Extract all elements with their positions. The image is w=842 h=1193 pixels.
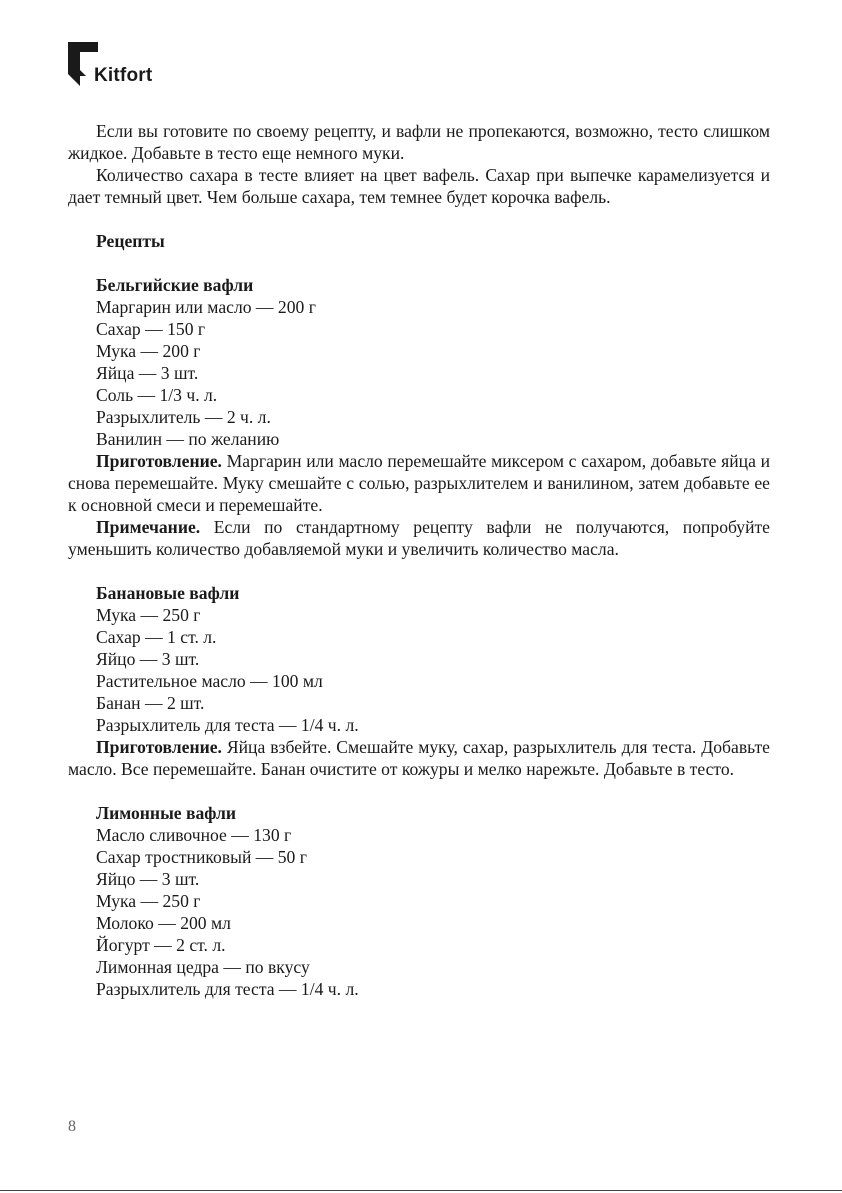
ingredient-item: Банан — 2 шт. [96,693,205,713]
ingredient-item: Разрыхлитель — 2 ч. л. [96,407,271,427]
ingredient-item: Мука — 200 г [96,341,201,361]
ingredient-item: Лимонная цедра — по вкусу [96,957,310,977]
ingredient-item: Сахар — 1 ст. л. [96,627,217,647]
recipe-belgian-waffles [68,274,770,560]
ingredient-item: Сахар тростниковый — 50 г [96,847,307,867]
ingredient-item: Яйцо — 3 шт. [96,869,200,889]
intro-paragraph-2: Количество сахара в тесте влияет на цвет вафель. Сахар при выпечке карамелизуется и дает темный цвет. Чем больше сахара, тем темнее будет корочка вафель. [68,165,770,207]
page-content [68,120,770,1000]
preparation-label: Приготовление. [96,737,222,757]
ingredient-item: Яйцо — 3 шт. [96,649,200,669]
preparation-paragraph [68,450,770,516]
preparation-paragraph [68,736,770,780]
intro-paragraph-1: Если вы готовите по своему рецепту, и вафли не пропекаются, возможно, тесто слишком жидкое. Добавьте в тесто еще немного муки. [68,121,770,163]
recipe-lemon-waffles [68,802,770,1000]
brand-logo [66,42,176,92]
preparation-text: Яйца взбейте. Смешайте муку, сахар, разрыхлитель для теста. Добавьте масло. Все перемешайте. Банан очистите от кожуры и мелко нарежьте. Добавьте в тесто. [68,737,770,779]
ingredient-item: Маргарин или масло — 200 г [96,297,316,317]
note-text: Если по стандартному рецепту вафли не получаются, попробуйте уменьшить количество добавляемой муки и увеличить количество масла. [68,517,770,559]
ingredient-item: Масло сливочное — 130 г [96,825,292,845]
preparation-label: Приготовление. [96,451,222,471]
note-paragraph [68,516,770,560]
ingredient-item: Молоко — 200 мл [96,913,231,933]
ingredient-item: Растительное масло — 100 мл [96,671,323,691]
preparation-text: Маргарин или масло перемешайте миксером с сахаром, добавьте яйца и снова перемешайте. Муку смешайте с солью, разрыхлителем и ванилином, затем добавьте ее к основной смеси и перемешайте. [68,451,770,515]
ingredient-item: Разрыхлитель для теста — 1/4 ч. л. [96,979,359,999]
ingredient-item: Разрыхлитель для теста — 1/4 ч. л. [96,715,359,735]
recipe-title: Лимонные вафли [96,803,237,823]
brand-name: Kitfort [94,65,153,86]
recipe-title: Банановые вафли [96,583,240,603]
recipe-banana-waffles [68,582,770,780]
ingredient-item: Мука — 250 г [96,605,201,625]
note-label: Примечание. [96,517,201,537]
recipe-title: Бельгийские вафли [96,275,254,295]
bottom-divider [0,1190,842,1191]
section-title: Рецепты [96,231,165,251]
ingredient-item: Сахар — 150 г [96,319,206,339]
ingredient-item: Соль — 1/3 ч. л. [96,385,218,405]
ingredient-item: Яйца — 3 шт. [96,363,199,383]
ingredient-item: Йогурт — 2 ст. л. [96,935,226,955]
ingredient-item: Ванилин — по желанию [96,429,280,449]
page-number: 8 [68,1118,76,1135]
ingredient-item: Мука — 250 г [96,891,201,911]
